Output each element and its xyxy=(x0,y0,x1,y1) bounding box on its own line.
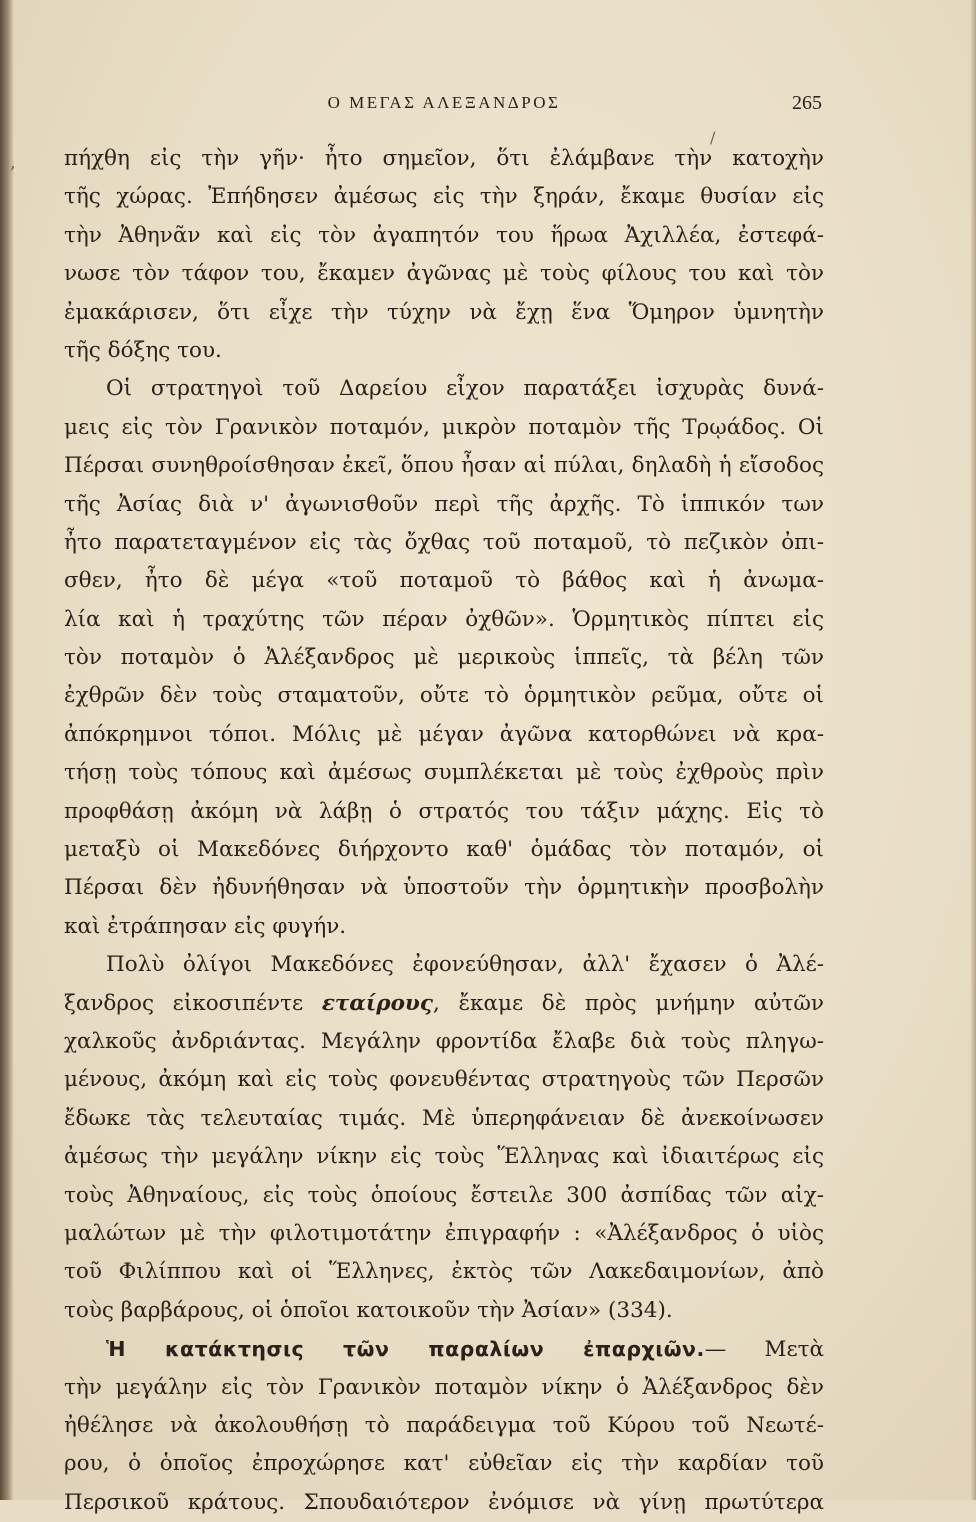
text-line: πήχθη εἰς τὴν γῆν· ἦτο σημεῖον, ὅτι ἐλάμβανε τὴν κατοχὴν xyxy=(64,146,824,171)
body-text xyxy=(64,140,824,1522)
text-line: ἐχθρῶν δὲν τοὺς σταματοῦν, οὔτε τὸ ὁρμητικὸν ρεῦμα, οὔτε οἱ xyxy=(64,683,824,709)
text-line: μαλώτων μὲ τὴν φιλοτιμοτάτην ἐπιγραφήν : «Ἀλέξανδρος ὁ υἱὸς xyxy=(64,1220,824,1246)
text-line: χαλκοῦς ἀνδριάντας. Μεγάλην φροντίδα ἔλαβε διὰ τοὺς πληγω- xyxy=(64,1028,824,1054)
pencil-tick-mark: / xyxy=(710,128,716,147)
text-line: τῆς Ἀσίας διὰ ν' ἀγωνισθοῦν περὶ τῆς ἀρχῆς. Τὸ ἱππικόν των xyxy=(64,491,824,517)
section-heading-line xyxy=(64,1330,824,1368)
text-line: μεις εἰς τὸν Γρανικὸν ποταμόν, μικρὸν ποταμὸν τῆς Τρῳάδος. Οἱ xyxy=(64,414,824,440)
text-line: τοὺς βαρβάρους, οἱ ὁποῖοι κατοικοῦν τὴν Ἀσίαν» (334). xyxy=(64,1297,673,1323)
text-line: τὸν ποταμὸν ὁ Ἀλέξανδρος μὲ μερικοὺς ἱππεῖς, τὰ βέλη τῶν xyxy=(64,645,824,671)
text-line: τῆς χώρας. Ἐπήδησεν ἀμέσως εἰς τὴν ξηράν, ἔκαμε θυσίαν εἰς xyxy=(64,184,824,210)
text-span: — Μετὰ xyxy=(704,1337,824,1363)
text-line: Πέρσαι δὲν ἠδυνήθησαν νὰ ὑποστοῦν τὴν ὁρμητικὴν προσβολὴν xyxy=(64,875,824,901)
text-line: τὴν μεγάλην εἰς τὸν Γρανικὸν ποταμὸν νίκην ὁ Ἀλέξανδρος δὲν xyxy=(64,1374,824,1400)
text-line: ἦτο παρατεταγμένον εἰς τὰς ὄχθας τοῦ ποταμοῦ, τὸ πεζικὸν ὀπι- xyxy=(64,529,824,555)
text-line: Περσικοῦ κράτους. Σπουδαιότερον ἐνόμισε νὰ γίνῃ πρωτύτερα xyxy=(64,1489,824,1515)
running-title: Ο ΜΕΓΑΣ ΑΛΕΞΑΝΔΡΟΣ xyxy=(327,93,561,112)
emphasized-term: εταίρους xyxy=(321,990,433,1016)
text-line: μεταξὺ οἱ Μακεδόνες διήρχοντο καθ' ὁμάδας τὸν ποταμόν, οἱ xyxy=(64,837,824,863)
text-line: Πολὺ ὀλίγοι Μακεδόνες ἐφονεύθησαν, ἀλλ' ἔχασεν ὁ Ἀλέ- xyxy=(106,952,824,978)
text-line: σθεν, ἦτο δὲ μέγα «τοῦ ποταμοῦ τὸ βάθος καὶ ἡ ἀνωμα- xyxy=(64,568,824,594)
text-span: ξανδρος εἰκοσιπέντε xyxy=(64,990,322,1016)
text-line: λία καὶ ἡ τραχύτης τῶν πέραν ὀχθῶν». Ὁρμητικὸς πίπτει εἰς xyxy=(64,606,824,632)
text-line: ἔδωκε τὰς τελευταίας τιμάς. Μὲ ὑπερηφάνειαν δὲ ἀνεκοίνωσεν xyxy=(64,1105,824,1131)
text-line: ρου, ὁ ὁποῖος ἐπροχώρησε κατ' εὐθεῖαν εἰς τὴν καρδίαν τοῦ xyxy=(64,1451,824,1477)
page-header xyxy=(64,86,824,120)
text-line xyxy=(64,985,824,1023)
section-heading: Ἡ κατάκτησις τῶν παραλίων ἐπαρχιῶν. xyxy=(106,1337,705,1362)
page-edge xyxy=(970,0,976,1500)
text-line: ἠθέλησε νὰ ἀκολουθήσῃ τὸ παράδειγμα τοῦ Κύρου τοῦ Νεωτέ- xyxy=(64,1412,824,1438)
text-line: ἀπόκρημνοι τόποι. Μόλις μὲ μέγαν ἀγῶνα κατορθώνει νὰ κρα- xyxy=(64,721,824,747)
page-spine-shadow xyxy=(0,0,14,1500)
page-number: 265 xyxy=(792,92,822,114)
text-line: νωσε τὸν τάφον του, ἔκαμεν ἀγῶνας μὲ τοὺς φίλους του καὶ τὸν xyxy=(64,261,824,287)
text-line: τήσῃ τοὺς τόπους καὶ ἀμέσως συμπλέκεται μὲ τοὺς ἐχθροὺς πρὶν xyxy=(64,760,824,786)
text-line: προφθάσῃ ἀκόμη νὰ λάβῃ ὁ στρατός του τάξιν μάχης. Εἰς τὸ xyxy=(64,798,824,824)
text-span: , ἔκαμε δὲ πρὸς μνήμην αὐτῶν xyxy=(432,990,824,1016)
text-line: ἐμακάρισεν, ὅτι εἶχε τὴν τύχην νὰ ἔχῃ ἕνα Ὅμηρον ὑμνητὴν xyxy=(64,299,824,325)
text-line: μένους, ἀκόμη καὶ εἰς τοὺς φονευθέντας στρατηγοὺς τῶν Περσῶν xyxy=(64,1067,824,1093)
text-line: τῆς δόξης του. xyxy=(64,337,222,363)
text-line: ἀμέσως τὴν μεγάλην νίκην εἰς τοὺς Ἕλληνας καὶ ἰδιαιτέρως εἰς xyxy=(64,1144,824,1170)
text-line: τὴν Ἀθηνᾶν καὶ εἰς τὸν ἀγαπητόν του ἥρωα Ἀχιλλέα, ἐστεφά- xyxy=(64,222,824,248)
text-line: Πέρσαι συνηθροίσθησαν ἐκεῖ, ὅπου ἦσαν αἱ πύλαι, δηλαδὴ ἡ εἴσοδος xyxy=(64,453,824,479)
text-line: τοὺς Ἀθηναίους, εἰς τοὺς ὁποίους ἔστειλε 300 ἀσπίδας τῶν αἰχ- xyxy=(64,1182,824,1208)
text-line: καὶ ἐτράπησαν εἰς φυγήν. xyxy=(64,913,347,939)
text-line: Οἱ στρατηγοὶ τοῦ Δαρείου εἶχον παρατάξει ἰσχυρὰς δυνά- xyxy=(106,376,824,402)
margin-mark: , xyxy=(10,152,16,173)
text-line: τοῦ Φιλίππου καὶ οἱ Ἕλληνες, ἐκτὸς τῶν Λακεδαιμονίων, ἀπὸ xyxy=(64,1259,824,1285)
